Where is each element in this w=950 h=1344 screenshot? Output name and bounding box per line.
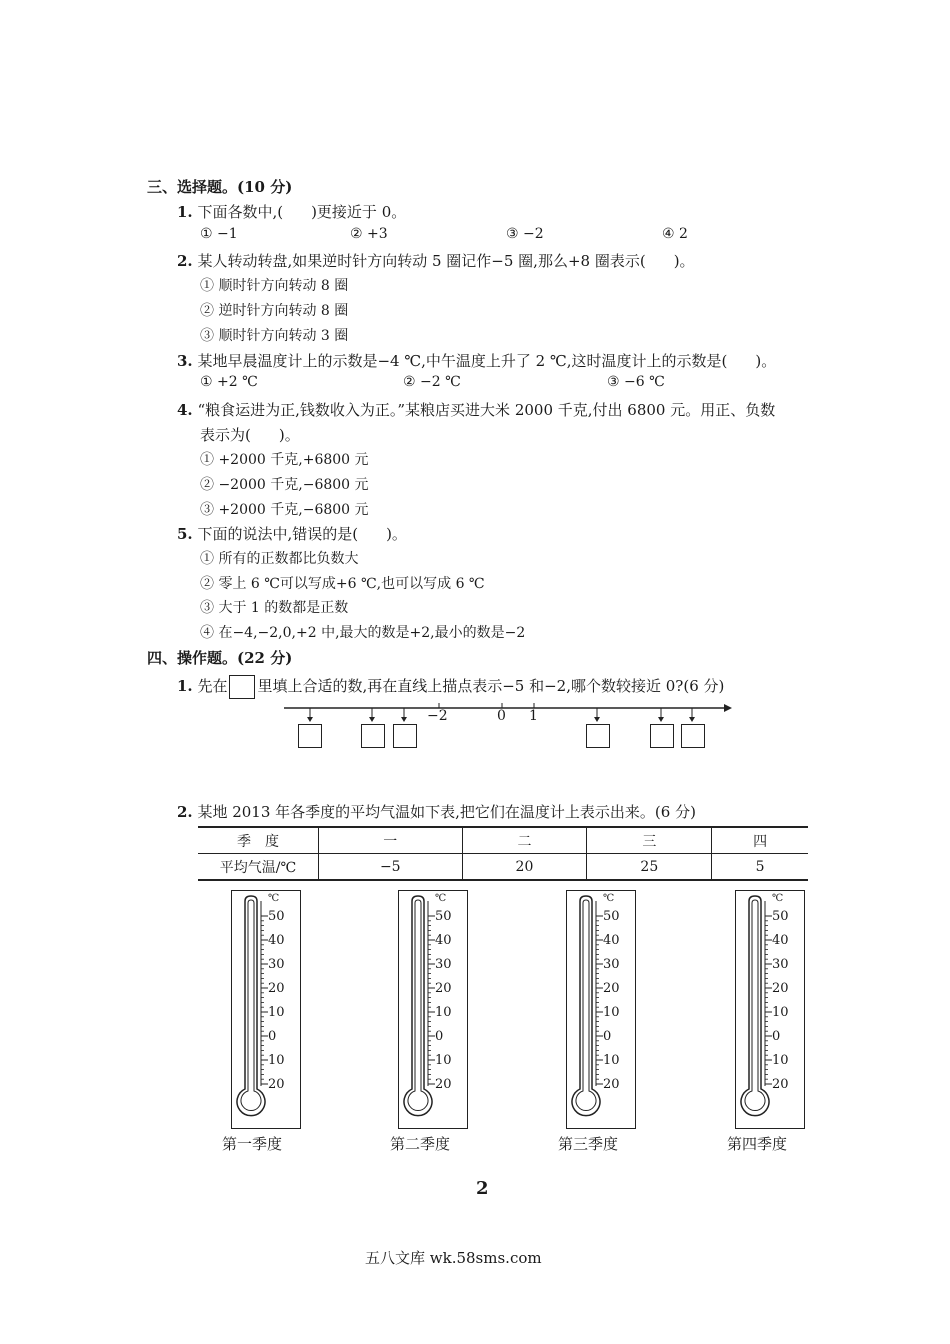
option-a: ① +2000 千克,+6800 元 (200, 452, 369, 468)
question-3-4-cont (200, 424, 300, 445)
number-line (284, 700, 734, 760)
option-a: ① −1 (200, 226, 238, 242)
unit-label: ℃ (435, 893, 447, 904)
option-d: ④ 在−4,−2,0,+2 中,最大的数是+2,最小的数是−2 (200, 625, 526, 641)
axis-label: 0 (497, 708, 506, 724)
scale-label: 40 (603, 933, 620, 948)
q-text: 下面各数中,( (197, 203, 284, 221)
scale-label: 20 (268, 981, 285, 996)
scale-label: 10 (268, 1005, 285, 1020)
q-text-end: )。 (755, 352, 777, 370)
q-text: 某地早晨温度计上的示数是−4 ℃,中午温度上升了 2 ℃,这时温度计上的示数是( (197, 352, 728, 370)
q-text: “粮食运进为正,钱数收入为正。”某粮店买进大米 2000 千克,付出 6800 元。用正、负数 (197, 401, 776, 419)
scale-label: 20 (772, 981, 789, 996)
option-d: ④ 2 (662, 226, 688, 242)
section3-heading: 三、选择题。(10 分) (147, 178, 293, 196)
q-text: 表示为( (200, 426, 251, 444)
q-text: 下面的说法中,错误的是( (197, 525, 359, 543)
answer-box[interactable] (650, 724, 674, 748)
scale-label: 10 (435, 1005, 452, 1020)
scale-label: 20 (603, 1077, 620, 1092)
table-cell: −5 (319, 854, 463, 881)
scale-label: 20 (603, 981, 620, 996)
thermometer (566, 890, 636, 1129)
scale-label: 0 (435, 1029, 444, 1044)
q-text-end: )。 (278, 426, 300, 444)
q-text-end: )更接近于 0。 (311, 203, 407, 221)
question-3-2 (177, 250, 695, 271)
scale-label: 10 (435, 1053, 452, 1068)
question-3-3 (177, 350, 776, 371)
table-cell: 20 (462, 854, 587, 881)
answer-box[interactable] (298, 724, 322, 748)
q-number: 2. (177, 252, 193, 270)
thermometer-drawing (736, 891, 804, 1128)
option-b: ② +3 (350, 226, 388, 242)
thermometer (231, 890, 301, 1129)
q-text-end: )。 (386, 525, 407, 543)
unit-label: ℃ (268, 893, 280, 904)
thermometer-caption: 第四季度 (727, 1135, 788, 1153)
thermometer (398, 890, 468, 1129)
scale-label: 20 (435, 1077, 452, 1092)
axis-label: −2 (427, 708, 448, 724)
unit-label: ℃ (772, 893, 784, 904)
q-number: 4. (177, 401, 193, 419)
q-text-end: 里填上合适的数,再在直线上描点表示−5 和−2,哪个数较接近 0?(6 分) (257, 677, 725, 695)
option-a: ① +2 ℃ (200, 374, 258, 390)
thermometer-drawing (232, 891, 300, 1128)
q-number: 3. (177, 352, 193, 370)
q-number: 1. (177, 677, 193, 695)
table-cell: 5 (712, 854, 808, 881)
axis-label: 1 (529, 708, 538, 724)
thermometer-caption: 第一季度 (222, 1135, 283, 1153)
scale-label: 50 (268, 909, 285, 924)
scale-label: 10 (772, 1005, 789, 1020)
question-3-1 (177, 201, 406, 222)
answer-box[interactable] (361, 724, 385, 748)
option-b: ② 零上 6 ℃可以写成+6 ℃,也可以写成 6 ℃ (200, 576, 485, 592)
scale-label: 20 (772, 1077, 789, 1092)
thermometer-drawing (567, 891, 635, 1128)
q-text: 先在 (197, 677, 228, 695)
table-cell: 25 (587, 854, 712, 881)
scale-label: 0 (772, 1029, 781, 1044)
question-4-1 (177, 675, 724, 699)
table-cell: 季 度 (198, 827, 319, 854)
question-4-2 (177, 801, 696, 822)
answer-box[interactable] (586, 724, 610, 748)
temperature-table (198, 826, 808, 881)
table-row (198, 854, 808, 881)
q-text: 某地 2013 年各季度的平均气温如下表,把它们在温度计上表示出来。(6 分) (197, 803, 696, 821)
table-cell: 四 (712, 827, 808, 854)
scale-label: 50 (772, 909, 789, 924)
q-number: 2. (177, 803, 193, 821)
answer-box[interactable] (681, 724, 705, 748)
scale-label: 10 (603, 1005, 620, 1020)
option-b: ② 逆时针方向转动 8 圈 (200, 303, 349, 319)
unit-label: ℃ (603, 893, 615, 904)
table-header-row (198, 827, 808, 854)
answer-box[interactable] (393, 724, 417, 748)
scale-label: 30 (268, 957, 285, 972)
scale-label: 50 (435, 909, 452, 924)
option-a: ① 顺时针方向转动 8 圈 (200, 278, 349, 294)
scale-label: 40 (435, 933, 452, 948)
question-3-4 (177, 399, 775, 420)
thermometer-drawing (399, 891, 467, 1128)
table-cell: 平均气温/℃ (198, 854, 319, 881)
footer-watermark: 五八文库 wk.58sms.com (365, 1249, 542, 1267)
option-a: ① 所有的正数都比负数大 (200, 551, 359, 567)
scale-label: 30 (772, 957, 789, 972)
option-c: ③ 大于 1 的数都是正数 (200, 600, 349, 616)
page-number: 2 (476, 1178, 489, 1199)
option-c: ③ −6 ℃ (607, 374, 665, 390)
table-cell: 一 (319, 827, 463, 854)
scale-label: 30 (435, 957, 452, 972)
option-c: ③ 顺时针方向转动 3 圈 (200, 328, 349, 344)
scale-label: 10 (603, 1053, 620, 1068)
q-text: 某人转动转盘,如果逆时针方向转动 5 圈记作−5 圈,那么+8 圈表示( (197, 252, 646, 270)
thermometer-caption: 第二季度 (390, 1135, 451, 1153)
q-number: 1. (177, 203, 193, 221)
scale-label: 40 (268, 933, 285, 948)
q-text-end: )。 (673, 252, 695, 270)
thermometer (735, 890, 805, 1129)
scale-label: 20 (435, 981, 452, 996)
table-cell: 三 (587, 827, 712, 854)
scale-label: 40 (772, 933, 789, 948)
option-c: ③ −2 (506, 226, 544, 242)
scale-label: 50 (603, 909, 620, 924)
option-c: ③ +2000 千克,−6800 元 (200, 502, 369, 518)
scale-label: 0 (268, 1029, 277, 1044)
scale-label: 0 (603, 1029, 612, 1044)
answer-box-sample (229, 675, 255, 699)
scale-label: 10 (268, 1053, 285, 1068)
thermometer-caption: 第三季度 (558, 1135, 619, 1153)
scale-label: 20 (268, 1077, 285, 1092)
option-b: ② −2000 千克,−6800 元 (200, 477, 369, 493)
option-b: ② −2 ℃ (403, 374, 461, 390)
scale-label: 30 (603, 957, 620, 972)
question-3-5 (177, 523, 407, 544)
table-cell: 二 (462, 827, 587, 854)
scale-label: 10 (772, 1053, 789, 1068)
section4-heading: 四、操作题。(22 分) (147, 649, 293, 667)
q-number: 5. (177, 525, 193, 543)
